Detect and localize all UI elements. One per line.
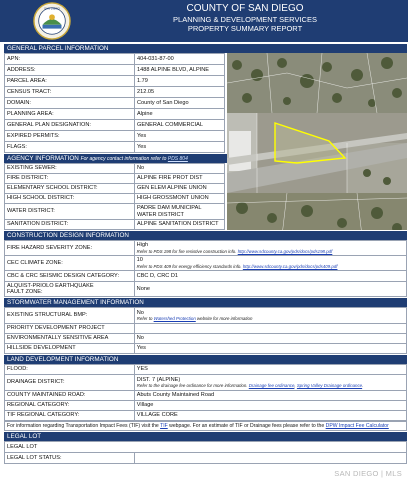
label-fire-district: FIRE DISTRICT: (5, 174, 135, 184)
value-elementary-school: GEN ELEM ALPINE UNION (135, 184, 225, 194)
label-expired-permits: EXPIRED PERMITS: (5, 131, 135, 142)
row-county-road (5, 391, 407, 401)
section-land-development: LAND DEVELOPMENT INFORMATION (4, 354, 407, 364)
drainage-fee-link[interactable]: Drainage fee ordinance (248, 383, 295, 389)
value-general-plan: GENERAL COMMERCIAL (135, 120, 225, 131)
value-cec-climate: 10 Refer to PDS 409 for energy efficiency standards info. http://www.sdcounty.ca.gov/pds/docs/pds409.pdf (134, 256, 406, 271)
label-fire-hazard: FIRE HAZARD SEVERITY ZONE: (5, 241, 135, 256)
pds-198-link[interactable]: http://www.sdcounty.ca.gov/pds/docs/pds198.pdf (237, 248, 333, 254)
label-flood: FLOOD: (5, 365, 135, 375)
label-planning-area: PLANNING AREA: (5, 109, 135, 120)
row-census-tract (5, 87, 225, 98)
label-hillside: HILLSIDE DEVELOPMENT (5, 344, 135, 354)
section-agency-title: AGENCY INFORMATION (7, 155, 79, 162)
label-existing-sewer: EXISTING SEWER: (5, 164, 135, 174)
general-parcel-table (4, 53, 225, 153)
row-cec-climate (5, 256, 407, 271)
header-title-block (80, 3, 408, 33)
label-seismic: CBC & CRC SEISMIC DESIGN CATEGORY: (5, 271, 135, 282)
label-high-school: HIGH SCHOOL DISTRICT: (5, 194, 135, 204)
value-existing-sewer: No (135, 164, 225, 174)
label-domain: DOMAIN: (5, 98, 135, 109)
header-line-1: COUNTY OF SAN DIEGO (186, 3, 304, 14)
value-drainage: DIST. 7 (ALPINE) Refer to the drainage fee ordinance for more information. Drainage fee ordinance, Spring Valley Drainage ordinance. (134, 375, 406, 391)
value-sanitation-district: ALPINE SANITATION DISTRICT (135, 220, 225, 230)
label-regional-category: REGIONAL CATEGORY: (5, 401, 135, 411)
row-drainage (5, 375, 407, 391)
row-expired-permits (5, 131, 225, 142)
label-structural-bmp: EXISTING STRUCTURAL BMP: (5, 308, 135, 324)
row-hillside (5, 344, 407, 354)
value-regional-category: Village (134, 401, 406, 411)
row-existing-sewer (5, 164, 225, 174)
construction-table (4, 240, 407, 297)
row-planning-area (5, 109, 225, 120)
label-census-tract: CENSUS TRACT: (5, 87, 135, 98)
county-seal-icon (33, 2, 71, 40)
row-elementary-school (5, 184, 225, 194)
value-high-school: HIGH GROSSMONT UNION (135, 194, 225, 204)
label-priority-development: PRIORITY DEVELOPMENT PROJECT (5, 324, 135, 334)
value-parcel-area: 1.79 (135, 76, 225, 87)
row-legal-lot (5, 442, 407, 453)
legal-lot-table (4, 441, 407, 464)
row-alquist (5, 282, 407, 297)
value-fire-district: ALPINE FIRE PROT DIST (135, 174, 225, 184)
value-seismic: CBC D, CRC D1 (134, 271, 406, 282)
label-elementary-school: ELEMENTARY SCHOOL DISTRICT: (5, 184, 135, 194)
row-apn (5, 54, 225, 65)
value-county-road: Abuts County Maintained Road (134, 391, 406, 401)
value-tif-category: VILLAGE CORE (134, 411, 406, 421)
row-priority-development (5, 324, 407, 334)
label-tif-category: TIF REGIONAL CATEGORY: (5, 411, 135, 421)
stormwater-table (4, 307, 407, 354)
row-water-district (5, 204, 225, 220)
pds-804-link[interactable]: PDS 804 (167, 156, 188, 162)
value-hillside: Yes (134, 344, 406, 354)
property-summary-report (4, 43, 407, 464)
label-drainage: DRAINAGE DISTRICT: (5, 375, 135, 391)
value-expired-permits: Yes (135, 131, 225, 142)
spring-valley-drainage-link[interactable]: Spring Valley Drainage ordinance (296, 383, 363, 389)
value-census-tract: 212.05 (135, 87, 225, 98)
label-env-sensitive: ENVIRONMENTALLY SENSITIVE AREA (5, 334, 135, 344)
label-legal-lot: LEGAL LOT (5, 442, 407, 453)
value-apn: 404-031-87-00 (135, 54, 225, 65)
value-flags: Yes (135, 142, 225, 153)
value-flood: YES (134, 365, 406, 375)
section-construction: CONSTRUCTION DESIGN INFORMATION (4, 230, 407, 240)
section-general-parcel: GENERAL PARCEL INFORMATION (4, 43, 407, 53)
section-stormwater: STORMWATER MANAGEMENT INFORMATION (4, 297, 407, 307)
label-water-district: WATER DISTRICT: (5, 204, 135, 220)
row-regional-category (5, 401, 407, 411)
row-structural-bmp (5, 308, 407, 324)
row-sanitation-district (5, 220, 225, 230)
value-planning-area: Alpine (135, 109, 225, 120)
value-env-sensitive: No (134, 334, 406, 344)
mls-watermark: SAN DIEGO | MLS (334, 469, 402, 478)
label-legal-lot-status: LEGAL LOT STATUS: (5, 453, 135, 464)
row-address (5, 65, 225, 76)
value-legal-lot-status (134, 453, 406, 464)
row-domain (5, 98, 225, 109)
label-sanitation-district: SANITATION DISTRICT: (5, 220, 135, 230)
label-address: ADDRESS: (5, 65, 135, 76)
watershed-protection-link[interactable]: Watershed Protection (153, 316, 196, 322)
header-line-3: PROPERTY SUMMARY REPORT (187, 24, 303, 33)
section-agency (4, 153, 227, 163)
value-priority-development (134, 324, 406, 334)
label-apn: APN: (5, 54, 135, 65)
row-high-school (5, 194, 225, 204)
row-seismic (5, 271, 407, 282)
label-flags: FLAGS: (5, 142, 135, 153)
tif-info-note: For information regarding Transportation Impact Fees (TIF) visit the TIF webpage. For an estimate of TIF or Drainage fees please refer to the DPW Impact Fee Calculator (4, 421, 407, 431)
report-header (0, 0, 408, 42)
tif-link[interactable]: TIF (160, 423, 168, 429)
value-address: 1488 ALPINE BLVD, ALPINE (135, 65, 225, 76)
value-fire-hazard: High Refer to PDS 198 for fire resistive construction info. http://www.sdcounty.ca.gov/pds/docs/pds198.pdf (134, 241, 406, 256)
label-county-road: COUNTY MAINTAINED ROAD: (5, 391, 135, 401)
section-legal-lot: LEGAL LOT (4, 431, 407, 441)
value-domain: County of San Diego (135, 98, 225, 109)
label-alquist: ALQUIST-PRIOLO EARTHQUAKE FAULT ZONE: (5, 282, 135, 297)
agency-table (4, 163, 225, 230)
row-fire-hazard (5, 241, 407, 256)
value-water-district: PADRE DAM MUNICIPAL WATER DISTRICT (135, 204, 225, 220)
label-parcel-area: PARCEL AREA: (5, 76, 135, 87)
value-structural-bmp: No Refer to Watershed Protection website for more information (134, 308, 406, 324)
svg-text:SAN DIEGO: SAN DIEGO (44, 6, 60, 11)
row-flood (5, 365, 407, 375)
dpw-impact-fee-link[interactable]: DPW Impact Fee Calculator (325, 423, 389, 429)
row-flags (5, 142, 225, 153)
row-env-sensitive (5, 334, 407, 344)
header-line-2: PLANNING & DEVELOPMENT SERVICES (173, 15, 317, 24)
label-general-plan: GENERAL PLAN DESIGNATION: (5, 120, 135, 131)
value-alquist: None (134, 282, 406, 297)
row-parcel-area (5, 76, 225, 87)
agency-note: For agency contact information refer to PDS 804 (80, 156, 188, 162)
row-general-plan (5, 120, 225, 131)
row-legal-lot-status (5, 453, 407, 464)
row-tif-category (5, 411, 407, 421)
land-development-table (4, 364, 407, 421)
pds-409-link[interactable]: http://www.sdcounty.ca.gov/pds/docs/pds409.pdf (242, 263, 338, 269)
label-cec-climate: CEC CLIMATE ZONE: (5, 256, 135, 271)
row-fire-district (5, 174, 225, 184)
